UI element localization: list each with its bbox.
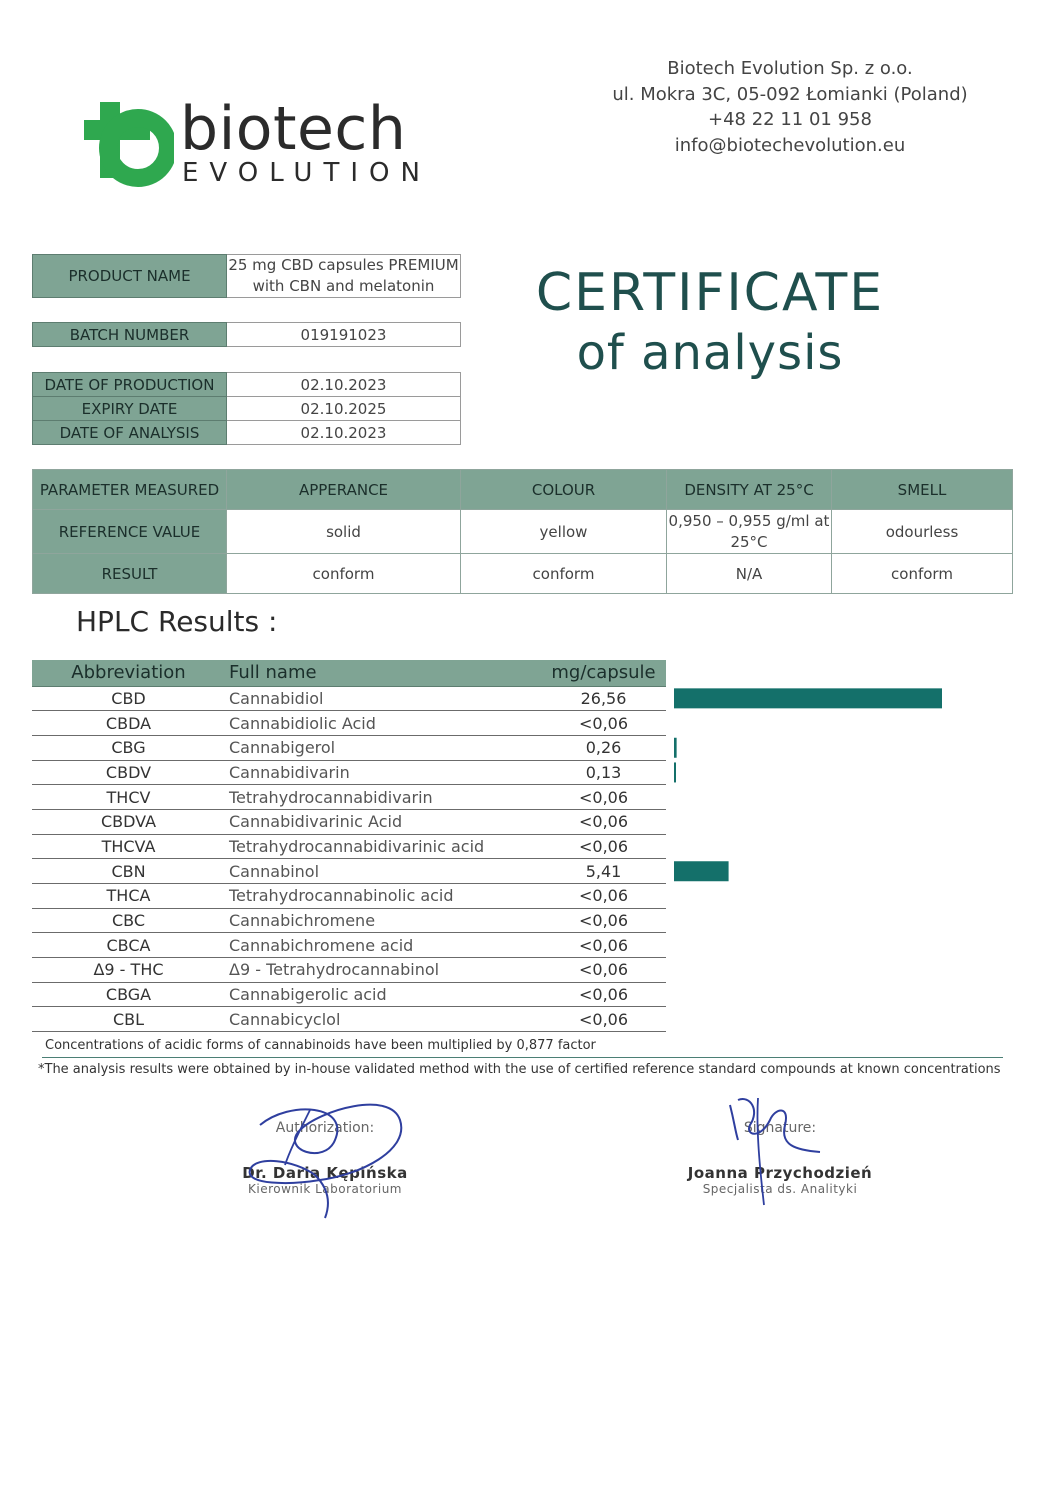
table-row <box>32 735 666 760</box>
result-label: RESULT <box>33 554 227 594</box>
table-row <box>32 982 666 1007</box>
logo-wordmark: biotech <box>180 94 407 164</box>
hplc-abbreviation: THCA <box>32 884 225 909</box>
product-name-line1: 25 mg CBD capsules PREMIUM <box>228 256 459 274</box>
certificate-title <box>500 262 920 382</box>
hplc-full-name: Cannabigerol <box>225 735 541 760</box>
company-logo <box>82 94 442 198</box>
bar-cbdv <box>674 762 676 782</box>
param-header: APPERANCE <box>227 470 461 510</box>
hplc-abbreviation: THCV <box>32 785 225 810</box>
hplc-full-name: Cannabidivarinic Acid <box>225 809 541 834</box>
product-name-table <box>32 254 461 298</box>
authorization-role: Kierownik Laboratorium <box>247 1182 402 1196</box>
signature-role: Specjalista ds. Analityki <box>702 1182 858 1196</box>
dates-table <box>32 372 461 445</box>
production-date-label: DATE OF PRODUCTION <box>33 373 227 397</box>
hplc-abbreviation: CBN <box>32 859 225 884</box>
certificate-title-line1: CERTIFICATE <box>535 263 885 323</box>
hplc-mg-value: <0,06 <box>541 908 666 933</box>
hplc-mg-value: <0,06 <box>541 834 666 859</box>
analysis-date-value: 02.10.2023 <box>227 421 461 445</box>
hplc-full-name: Δ9 - Tetrahydrocannabinol <box>225 958 541 983</box>
result-smell: conform <box>832 554 1013 594</box>
company-contact <box>590 56 990 158</box>
hplc-abbreviation: CBDV <box>32 760 225 785</box>
hplc-mg-value: 0,13 <box>541 760 666 785</box>
hplc-full-name: Cannabichromene acid <box>225 933 541 958</box>
hplc-mg-value: <0,06 <box>541 884 666 909</box>
param-header: PARAMETER MEASURED <box>33 470 227 510</box>
batch-number-value: 019191023 <box>227 323 461 347</box>
hplc-full-name: Cannabichromene <box>225 908 541 933</box>
hplc-table <box>32 660 666 1032</box>
table-row <box>32 760 666 785</box>
hplc-abbreviation: CBL <box>32 1007 225 1032</box>
hplc-full-name: Cannabicyclol <box>225 1007 541 1032</box>
hplc-mg-value: <0,06 <box>541 785 666 810</box>
table-row <box>32 908 666 933</box>
batch-number-label: BATCH NUMBER <box>33 323 227 347</box>
factor-note: Concentrations of acidic forms of cannabinoids have been multiplied by 0,877 factor <box>45 1038 596 1053</box>
hplc-mg-value: <0,06 <box>541 711 666 736</box>
table-row <box>32 1007 666 1032</box>
hplc-abbreviation: CBDA <box>32 711 225 736</box>
table-row <box>32 785 666 810</box>
expiry-date-value: 02.10.2025 <box>227 397 461 421</box>
hplc-full-name: Cannabinol <box>225 859 541 884</box>
product-name-value <box>227 255 461 298</box>
hplc-full-name: Tetrahydrocannabidivarinic acid <box>225 834 541 859</box>
hplc-mg-value: <0,06 <box>541 982 666 1007</box>
table-row <box>32 686 666 711</box>
product-name-label: PRODUCT NAME <box>33 255 227 298</box>
bar-cbd <box>674 688 942 708</box>
hplc-abbreviation: CBC <box>32 908 225 933</box>
method-note: *The analysis results were obtained by in-house validated method with the use of certified reference standard compounds at known concentrations <box>38 1062 1001 1077</box>
analysis-date-label: DATE OF ANALYSIS <box>33 421 227 445</box>
hplc-abbreviation: CBCA <box>32 933 225 958</box>
reference-value-label: REFERENCE VALUE <box>33 510 227 554</box>
expiry-date-label: EXPIRY DATE <box>33 397 227 421</box>
hplc-abbreviation: THCVA <box>32 834 225 859</box>
table-row <box>32 711 666 736</box>
hplc-mg-value: <0,06 <box>541 958 666 983</box>
table-row <box>32 859 666 884</box>
company-phone: +48 22 11 01 958 <box>708 109 872 130</box>
result-colour: conform <box>461 554 667 594</box>
logo-plus-mark-icon <box>82 98 174 190</box>
company-email[interactable]: info@biotechevolution.eu <box>674 134 906 156</box>
table-row <box>32 809 666 834</box>
hplc-bar-chart <box>674 686 974 1036</box>
param-header: COLOUR <box>461 470 667 510</box>
hplc-full-name: Cannabigerolic acid <box>225 982 541 1007</box>
hplc-abbreviation: CBG <box>32 735 225 760</box>
result-density: N/A <box>667 554 832 594</box>
hplc-abbreviation: CBDVA <box>32 809 225 834</box>
hplc-mg-value: <0,06 <box>541 933 666 958</box>
hplc-header-abbreviation: Abbreviation <box>32 660 225 686</box>
table-row <box>32 958 666 983</box>
bar-cbn <box>674 861 729 881</box>
authorization-label: Authorization: <box>275 1120 375 1136</box>
hplc-abbreviation: Δ9 - THC <box>32 958 225 983</box>
reference-colour: yellow <box>461 510 667 554</box>
result-appearance: conform <box>227 554 461 594</box>
logo-subtitle: EVOLUTION <box>182 158 431 188</box>
company-address: ul. Mokra 3C, 05-092 Łomianki (Poland) <box>612 83 968 105</box>
product-name-line2: with CBN and melatonin <box>252 277 435 295</box>
hplc-abbreviation: CBD <box>32 686 225 711</box>
param-header: SMELL <box>832 470 1013 510</box>
hplc-full-name: Cannabidivarin <box>225 760 541 785</box>
hplc-mg-value: 5,41 <box>541 859 666 884</box>
reference-density-line2: 25°C <box>730 532 768 551</box>
hplc-mg-value: 0,26 <box>541 735 666 760</box>
signature-label: Signature: <box>743 1120 817 1136</box>
hplc-title: HPLC Results : <box>76 605 278 638</box>
reference-density-line1: 0,950 – 0,955 g/ml at <box>668 511 830 530</box>
hplc-mg-value: <0,06 <box>541 809 666 834</box>
param-header: DENSITY AT 25°C <box>667 470 832 510</box>
table-row <box>32 933 666 958</box>
hplc-full-name: Tetrahydrocannabinolic acid <box>225 884 541 909</box>
handwritten-signature-right <box>720 1090 830 1210</box>
hplc-mg-value: <0,06 <box>541 1007 666 1032</box>
bar-cbg <box>674 738 677 758</box>
reference-smell: odourless <box>832 510 1013 554</box>
reference-density <box>667 510 832 554</box>
hplc-abbreviation: CBGA <box>32 982 225 1007</box>
divider <box>42 1057 1003 1058</box>
hplc-mg-value: 26,56 <box>541 686 666 711</box>
handwritten-signature-left <box>240 1090 410 1225</box>
parameter-table <box>32 469 1013 594</box>
company-name: Biotech Evolution Sp. z o.o. <box>667 58 913 79</box>
authorization-name: Dr. Daria Kępińska <box>242 1164 408 1182</box>
hplc-header-mg: mg/capsule <box>541 660 666 686</box>
reference-appearance: solid <box>227 510 461 554</box>
production-date-value: 02.10.2023 <box>227 373 461 397</box>
hplc-full-name: Cannabidiolic Acid <box>225 711 541 736</box>
batch-table <box>32 322 461 347</box>
hplc-full-name: Cannabidiol <box>225 686 541 711</box>
certificate-title-line2: of analysis <box>576 325 844 381</box>
hplc-header-fullname: Full name <box>225 660 541 686</box>
table-row <box>32 884 666 909</box>
signature-name: Joanna Przychodzień <box>687 1164 873 1182</box>
table-row <box>32 834 666 859</box>
hplc-full-name: Tetrahydrocannabidivarin <box>225 785 541 810</box>
